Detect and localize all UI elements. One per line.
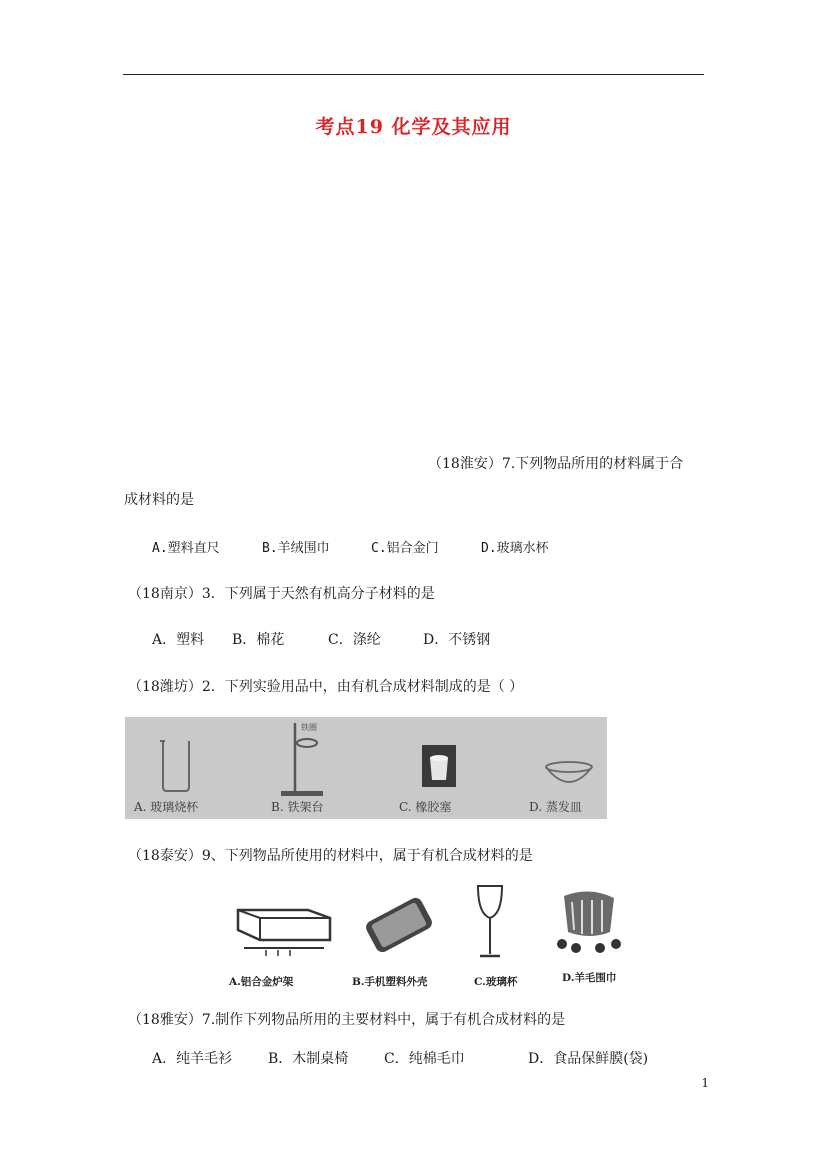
q1-option-b: B.羊绒围巾 <box>262 541 330 556</box>
header-rule <box>123 74 704 75</box>
rubber-stopper-icon <box>421 744 457 788</box>
q1-option-a: A.塑料直尺 <box>152 541 220 556</box>
q5-option-a: A．纯羊毛衫 <box>152 1051 233 1067</box>
q5-option-b: B．木制桌椅 <box>268 1051 349 1067</box>
beaker-icon <box>155 737 195 793</box>
q2-option-c: C．涤纶 <box>328 632 381 648</box>
page-title: 考点19 化学及其应用 <box>315 116 512 138</box>
q3-stem: （18潍坊）2．下列实验用品中，由有机合成材料制成的是（ ） <box>128 679 524 695</box>
q3-lab-equipment-image <box>125 717 607 819</box>
q3-caption-a: A. 玻璃烧杯 <box>134 800 199 814</box>
q5-option-c: C．纯棉毛巾 <box>384 1051 465 1067</box>
evaporating-dish-icon <box>543 759 595 789</box>
q3-caption-d: D. 蒸发皿 <box>529 800 582 814</box>
q2-stem: （18南京）3．下列属于天然有机高分子材料的是 <box>128 586 435 602</box>
q2-option-a: A．塑料 <box>152 632 205 648</box>
q4-caption-d: D.羊毛围巾 <box>562 972 617 984</box>
iron-ring-label: 铁圈 <box>301 723 317 732</box>
q2-option-b: B．棉花 <box>232 632 285 648</box>
q1-option-c: C.铝合金门 <box>371 541 439 556</box>
q3-caption-b: B. 铁架台 <box>271 800 324 814</box>
q2-option-d: D．不锈钢 <box>423 632 491 648</box>
q4-caption-c: C.玻璃杯 <box>474 976 518 988</box>
phone-case-icon <box>356 890 442 960</box>
q4-materials-image <box>226 880 634 990</box>
q4-caption-b: B.手机塑料外壳 <box>352 976 428 988</box>
wine-glass-icon <box>474 884 506 964</box>
wool-scarf-icon <box>552 888 628 960</box>
q5-stem: （18雅安）7.制作下列物品所用的主要材料中，属于有机合成材料的是 <box>128 1012 566 1028</box>
q1-stem-line2: 成材料的是 <box>124 492 194 508</box>
page-number: 1 <box>701 1076 709 1090</box>
q3-caption-c: C. 橡胶塞 <box>399 800 452 814</box>
q4-caption-a: A.铝合金炉架 <box>229 976 294 988</box>
aluminum-rack-icon <box>230 900 336 958</box>
q5-option-d: D．食品保鲜膜(袋) <box>528 1051 649 1067</box>
q4-stem: （18泰安）9、下列物品所使用的材料中，属于有机合成材料的是 <box>128 848 533 864</box>
q1-option-d: D.玻璃水杯 <box>481 541 549 556</box>
q1-stem-line1: （18淮安）7.下列物品所用的材料属于合 <box>428 456 684 472</box>
